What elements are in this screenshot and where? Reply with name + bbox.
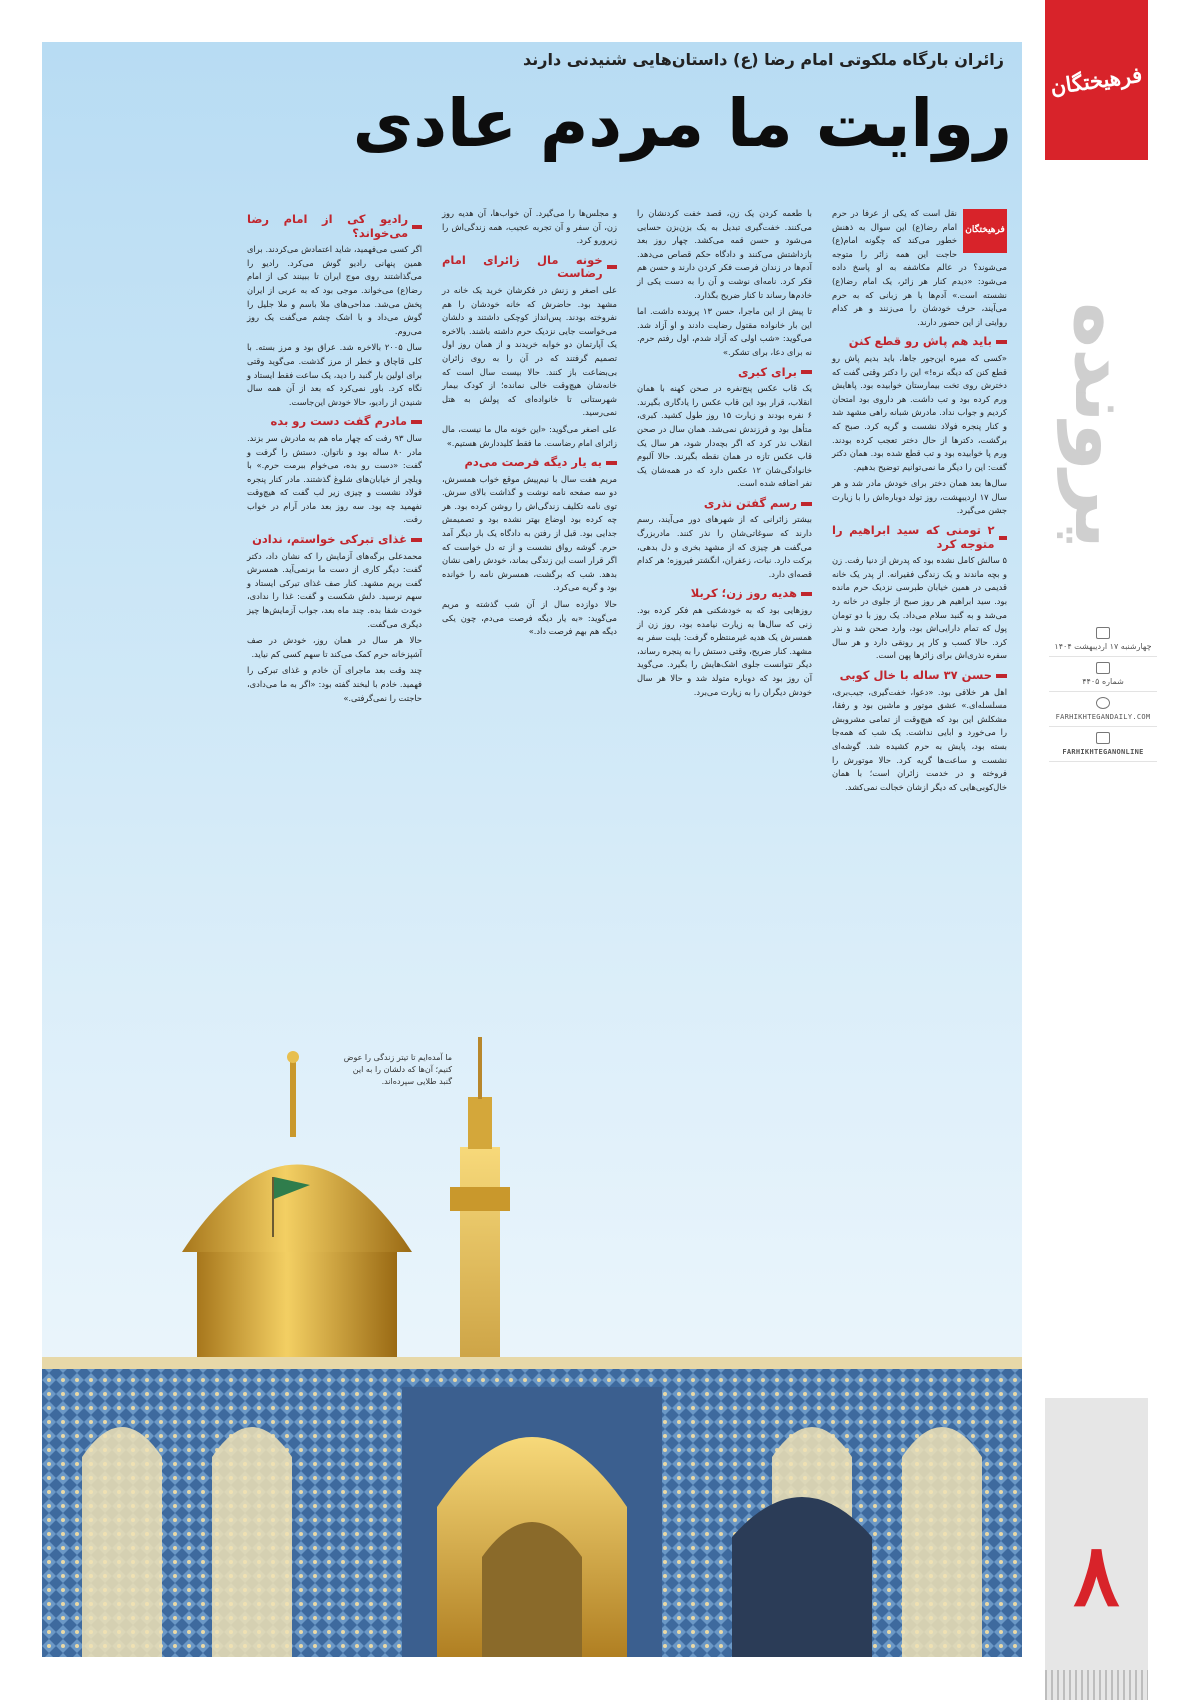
paragraph: روزهایی بود که به خودشکنی هم فکر کرده بود. زنی که سال‌ها به زیارت نیامده بود، روز زن از همسرش یک هدیه غیرمنتظره گرفت: بلیت سفر به مشهد. کنار ضریح، وقتی دستش را به پنجره رساند، دیگر نتوانست جلوی اشک‌هایش را بگیرد. می‌گوید آن روز بود که دوباره متولد شد و حالا هر سال خودش دیگران را به زیارت می‌برد. xyxy=(637,605,812,697)
date-row xyxy=(1049,622,1157,657)
paragraph: سال ۲۰۰۵ بالاخره شد. عراق بود و مرز بسته. با کلی قاچاق و خطر از مرز گذشت. می‌گوید وقتی برای اولین بار گنبد را دید، یک ساعت فقط ایستاد و نگاه کرد. باور نمی‌کرد که بعد از آن همه سال شنیدن از رادیو، حالا خودش این‌جاست. xyxy=(247,342,422,407)
subheading xyxy=(832,335,1007,349)
issue-number: شماره ۴۴۰۵ xyxy=(1082,677,1124,686)
paragraph: اگر کسی می‌فهمید، شاید اعتمادش می‌کردند. برای همین پنهانی رادیو گوش می‌کرد. رادیو را می‌گذاشتند روی موج ایران تا ببینند کی از امام رضا(ع) می‌خواند. موجی بود که به عربی از ایران پخش می‌شد. مداحی‌های ملا باسم و ملا جلیل را گوش می‌داد و با اشک چشم می‌گفت یک روز می‌روم. xyxy=(247,244,422,336)
subheading xyxy=(832,669,1007,683)
globe-icon xyxy=(1096,697,1110,709)
subheading-text: حسن ۳۷ ساله با خال کوبی xyxy=(839,668,992,682)
paragraph: علی اصغر می‌گوید: «این خونه مال ما نیست، مال زائرای امام رضاست. ما فقط کلیددارش هستیم.» xyxy=(442,423,617,448)
paragraph: چند وقت بعد ماجرای آن خادم و غذای تبرکی را فهمید. خادم با لبخند گفته بود: «اگر به ما می‌دادی، حاجتت را نمی‌گرفتی.» xyxy=(247,665,422,703)
article-column-4 xyxy=(247,207,422,708)
subheading xyxy=(247,415,422,429)
paragraph: سال‌ها بعد همان دختر برای خودش مادر شد و هر سال ۱۷ اردیبهشت، روز تولد دوباره‌اش را با زیارت جشن می‌گیرد. xyxy=(832,478,1007,516)
article-column-1 xyxy=(832,207,1007,797)
logo-text: فرهیختگان xyxy=(1049,61,1144,99)
decorative-stripe xyxy=(1045,1670,1148,1700)
paragraph: ۵ سالش کامل نشده بود که پدرش از دنیا رفت. زن و بچه ماندند و یک زندگی فقیرانه. از پدر یک خانه قدیمی در همین خیابان طبرسی نزدیک حرم مانده بود. سید ابراهیم هر روز صبح از جلوی در خانه رد می‌شد و به گنبد سلام می‌داد. یک روز با دو تومان پول که تمام دارایی‌اش بود، وارد صحن شد و نذر کرد. حالا کسب و کار پر رونقی دارد و هر سال سفره نذری‌اش برای زائرها پهن است. xyxy=(832,555,1007,661)
website-row[interactable] xyxy=(1049,692,1157,727)
article-headline: روایت ما مردم عادی xyxy=(352,85,1012,162)
subheading xyxy=(637,366,812,380)
subheading xyxy=(442,456,617,470)
paragraph: با طعمه کردن یک زن، قصد خفت کردنشان را می‌کنند. خفت‌گیری تبدیل به یک بزن‌بزن حسابی می‌شود و حسن قمه می‌کشد. چهار روز بعد بازداشتش می‌کنند و دادگاه حکم قصاص می‌دهد. آدم‌ها در زندان فرصت فکر کردن دارند و حسن هم فکر کرد. نامه‌ای نوشت و آن را به دست یکی از خادم‌ها رساند تا کنار ضریح بگذارد. xyxy=(637,208,812,300)
paragraph: تا پیش از این ماجرا، حسن ۱۳ پرونده داشت. اما این بار خانواده مقتول رضایت دادند و او آزاد شد. می‌گوید: «شب اولی که آزاد شدم، اول رفتم حرم. نه برای دعا، برای تشکر.» xyxy=(637,306,812,357)
subheading-text: باید هم پاش رو قطع کنن xyxy=(848,334,992,349)
paragraph: «کسی که میره این‌جور جاها، باید بدیم پاش رو قطع کنن که دیگه نره!» این را دکتر وقتی گفت که دخترش روی تخت بیمارستان خوابیده بود. پاهایش ورم کرده بود و تب داشت. هر داروی بود امتحان کردیم و جواب نداد. مادرش شبانه راهی مشهد شد و کنار پنجره فولاد نشست و گریه کرد. صبح که برگشت، دکترها از حال دختر تعجب کرده بودند. ورم پا خوابیده بود و تب قطع شده بود. همان دکتر گفت: این را دیگر ما نمی‌توانیم توضیح بدهیم. xyxy=(832,352,1007,472)
article-column-3 xyxy=(442,207,617,642)
qr-code-icon xyxy=(1096,732,1110,744)
website-link[interactable]: FARHIKHTEGANDAILY.COM xyxy=(1055,713,1151,721)
article-kicker: زائران بارگاه ملکوتی امام رضا (ع) داستان‌هایی شنیدنی دارند xyxy=(523,50,1004,69)
calendar-icon xyxy=(1096,627,1110,639)
newspaper-logo[interactable] xyxy=(1045,0,1148,160)
subheading-text: هدیه روز زن؛ کربلا xyxy=(690,586,797,601)
brand-tile: فرهیختگان xyxy=(963,209,1007,253)
subheading-text: به یار دیگه فرصت می‌دم xyxy=(464,455,602,470)
photo-caption: ما آمده‌ایم تا تیتر زندگی را عوض کنیم؛ آن‌ها که دلشان را به این گنبد طلایی سپرده‌اند. xyxy=(343,1053,452,1086)
golden-dome xyxy=(182,1051,412,1357)
issue-row xyxy=(1049,657,1157,692)
social-handle[interactable]: FARHIKHTEGANONLINE xyxy=(1062,748,1144,756)
paragraph: سال ۹۳ رفت که چهار ماه هم به مادرش سر بزند. مادر ۸۰ ساله بود و ناتوان. دستش را گرفت و گفت: «دست رو بده، می‌خوام ببرمت حرم.» با ویلچر از خیابان‌های شلوغ گذشتند. مادر کنار پنجره فولاد نشست و چیزی زیر لب گفت که هیچ‌وقت نفهمید چه بود. سه روز بعد مادر آرام در خواب رفت. xyxy=(247,432,422,525)
subheading-text: خونه مال زائرای امام رضاست xyxy=(442,252,603,281)
paragraph: یک قاب عکس پنج‌نفره در صحن کهنه با همان انقلاب، قرار بود این قاب عکس را یادگاری بگیرند. ۶ نفره بودند و زیارت ۱۵ روز طول کشید. کبری، متأهل بود و فرزندش نمی‌شد. همان سال در صحن انقلاب نذر کرد که اگر بچه‌دار شود، هر سال یک قاب عکس تازه در همان نقطه بگیرند. حالا آلبوم خانوادگی‌شان ۱۲ عکس دارد که در همه‌شان یک نفر اضافه شده است. xyxy=(637,383,813,489)
subheading-text: غذای تبرکی خواستم، ندادن xyxy=(252,532,407,547)
paragraph: علی اصغر و زنش در فکرشان خرید یک خانه در مشهد بود. حاضرش که خانه خودشان را هم نفروخته بودند. پس‌انداز کوچکی داشتند و دلشان می‌خواست جایی نزدیک حرم داشته باشند. بالاخره یک آپارتمان دو خوابه خریدند و از همان روز اول تصمیم گرفتند که در آن را به روی زائران بی‌بضاعت باز کنند. حالا بیست سال است که خانه‌شان هیچ‌وقت خالی نمانده؛ از کودک بیمار شهرستانی تا خانواده‌ای که پولش به هتل نمی‌رسید. xyxy=(442,284,617,418)
newspaper-icon xyxy=(1096,662,1110,674)
shrine-illustration xyxy=(42,1037,1022,1657)
subheading-text: رادیو کی از امام رضا می‌خواند؟ xyxy=(247,212,409,240)
issue-meta xyxy=(1049,622,1157,762)
paragraph: محمدعلی برگه‌های آزمایش را که نشان داد، دکتر گفت: دیگر کاری از دست ما برنمی‌آید. همسرش گفت بریم مشهد. کنار صف غذای تبرکی ایستاد و سهم نرسید. دلش شکست و گفت: غذا را ندادی، خودت شفا بده. چند ماه بعد، جواب آزمایش‌ها چیز دیگری می‌گفت. xyxy=(247,550,422,629)
subheading xyxy=(442,254,617,281)
page-number: ۸ xyxy=(1073,1525,1120,1626)
issue-date: چهارشنبه ۱۷ اردیبهشت ۱۴۰۴ xyxy=(1054,642,1152,651)
social-row[interactable] xyxy=(1049,727,1157,762)
paragraph: نقل است که یکی از عرفا در حرم امام رضا(ع) این سوال به ذهنش خطور می‌کند که چگونه امام(ع) حاجت این همه زائر را متوجه می‌شوند؟ در عالم مکاشفه به او پاسخ داده می‌شود: «دیدم کنار هر زائر، یک امام رضا(ع) نشسته است.» آدم‌ها با هر زبانی که به حرم می‌آیند، حرف خودشان را می‌زنند و هر کدام روایتی از این حضور دارند. xyxy=(832,208,1007,327)
arched-doorway xyxy=(732,1497,872,1657)
article-column-2 xyxy=(637,207,812,702)
paragraph: حالا دوازده سال از آن شب گذشته و مریم می‌گوید: «به یار دیگه فرصت می‌دم، چون یکی دیگه هم بهم فرصت داد.» xyxy=(442,599,617,637)
masthead-strip xyxy=(1045,0,1191,1700)
article-panel xyxy=(42,42,1022,1657)
section-title: پرونده xyxy=(1057,301,1147,549)
subheading-text: مادرم گفت دست رو بده xyxy=(270,414,407,429)
paragraph: حالا هر سال در همان روز، خودش در صف آشپزخانه حرم کمک می‌کند تا سهم کسی کم نیاید. xyxy=(247,635,422,659)
subheading xyxy=(832,524,1007,551)
subheading xyxy=(247,213,422,240)
paragraph: مریم هفت سال با نیم‌پیش موقع خواب همسرش، دو سه صفحه نامه نوشت و گذاشت بالای سرش. توی نامه تکلیف زندگی‌اش را روشن کرده بود. هر چه کرده بود اوضاع بهتر نشده بود و تصمیمش جدایی بود. قبل از رفتن به دادگاه یک بار دیگر آمد حرم. گوشه رواق نشست و از ته دل خواست که اگر قرار است این زندگی بماند، خودش راهی نشان بدهد. شب که برگشت، همسرش نامه را خوانده بود و گریه می‌کرد. xyxy=(442,473,617,593)
subheading xyxy=(637,587,812,601)
golden-iwan xyxy=(402,1387,662,1657)
paragraph: و مجلس‌ها را می‌گیرد. آن خواب‌ها، آن هدیه روز زن، آن سفر و آن تجربه عجیب، همه زندگی‌اش را زیرورو کرد. xyxy=(442,208,617,246)
subheading xyxy=(637,497,812,511)
subheading-text: رسم گفتن نذری xyxy=(703,495,797,510)
paragraph: اهل هر خلافی بود. «دعوا، خفت‌گیری، جیب‌بری، مسلسله‌ای.» عشق موتور و ماشین بود و رفقا، مشکلش این بود که هیچ‌وقت از تمامی مشروبش را می‌خورد و ابایی نداشت. یک شب که همه‌جا بسته بود، پایش به حرم کشیده شد. گوشه‌ای نشست و ساعت‌ها گریه کرد. حالا موتورش را فروخته و در خدمت زائران است؛ با همان خال‌کوبی‌هایی که دیگر ازشان خجالت نمی‌کشد. xyxy=(832,686,1007,792)
subheading-text: ۲ تومنی که سید ابراهیم را متوجه کرد xyxy=(832,523,995,551)
subheading-text: برای کبری xyxy=(737,364,797,379)
paragraph: بیشتر زائرانی که از شهرهای دور می‌آیند، رسم دارند که سوغاتی‌شان را نذر کنند. مادربزرگ می‌گفت هر چیزی که از مشهد بخری و دل بدهی، برکت دارد. نبات، زعفران، انگشتر فیروزه؛ هر کدام قصه‌ای دارد. xyxy=(637,514,812,579)
subheading xyxy=(247,533,422,547)
